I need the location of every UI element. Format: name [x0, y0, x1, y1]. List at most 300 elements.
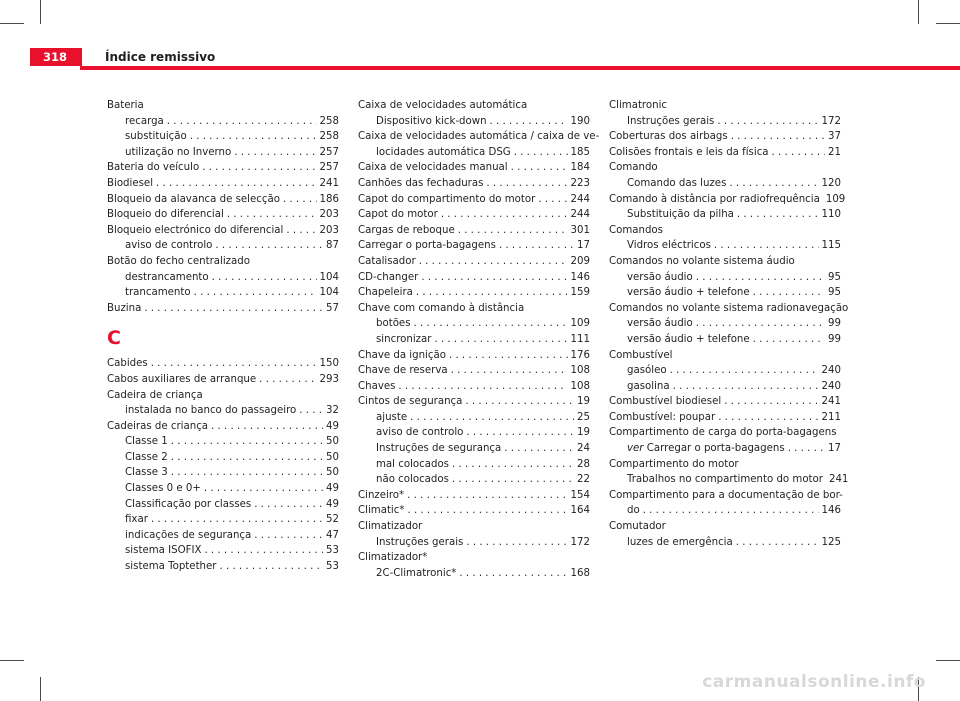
- index-heading: Climatizador*: [358, 552, 428, 564]
- dot-leader: [724, 394, 818, 410]
- page-reference: 244: [570, 209, 590, 221]
- index-entry-label: Biodiesel: [107, 177, 154, 189]
- page-reference: 17: [577, 240, 590, 252]
- index-entry-label: 2C-Climatronic*: [376, 567, 457, 579]
- index-entry-label: versão áudio: [627, 271, 693, 283]
- page-reference: 53: [326, 561, 339, 573]
- page-reference: 95: [828, 271, 841, 283]
- index-entry: [358, 503, 590, 519]
- page-reference: 240: [821, 380, 841, 392]
- index-entry: [107, 160, 339, 176]
- index-entry: [358, 254, 590, 270]
- index-heading: Caixa de velocidades automática: [358, 100, 528, 111]
- index-entry-label: Classes 0 e 0+: [125, 483, 201, 495]
- index-entry-label: Vidros eléctricos: [627, 240, 711, 252]
- index-entry-label: gasolina: [627, 380, 670, 392]
- page-reference: 104: [319, 287, 339, 299]
- index-subentry: [358, 535, 590, 551]
- crop-mark: [936, 23, 960, 24]
- index-entry: [609, 129, 841, 145]
- dot-leader: [283, 192, 317, 208]
- dot-leader: [421, 270, 567, 286]
- dot-leader: [490, 114, 568, 130]
- dot-leader: [407, 488, 567, 504]
- crop-mark: [0, 23, 24, 24]
- page-reference: 241: [319, 177, 339, 189]
- index-subentry: [358, 332, 590, 348]
- index-subentry: [107, 559, 339, 575]
- index-entry-label: Classe 1: [125, 436, 168, 448]
- page-reference: 203: [319, 209, 339, 221]
- index-entry-label: Instruções gerais: [627, 115, 715, 127]
- index-entry-label: Classe 2: [125, 451, 168, 463]
- page-reference: 22: [577, 474, 590, 486]
- index-entry-label: Cadeiras de criança: [107, 420, 209, 432]
- index-entry-label: instalada no banco do passageiro: [125, 405, 297, 417]
- index-entry-label: fixar: [125, 514, 148, 526]
- index-entry-label: CD-changer: [358, 271, 419, 283]
- dot-leader: [410, 410, 574, 426]
- dot-leader: [171, 450, 323, 466]
- dot-leader: [171, 465, 323, 481]
- dot-leader: [452, 457, 574, 473]
- index-entry: [609, 145, 841, 161]
- dot-leader: [451, 363, 568, 379]
- page-reference: 257: [319, 162, 339, 174]
- dot-leader: [167, 114, 317, 130]
- index-entry: [107, 372, 339, 388]
- dot-leader: [514, 145, 568, 161]
- index-entry-label: Chapeleira: [358, 287, 413, 299]
- dot-leader: [673, 379, 819, 395]
- page-reference: 115: [821, 240, 841, 252]
- index-entry-label: indicações de segurança: [125, 529, 252, 541]
- dot-leader: [190, 129, 317, 145]
- dot-leader: [452, 472, 574, 488]
- dot-leader: [299, 403, 323, 419]
- index-subentry: [107, 543, 339, 559]
- dot-leader: [286, 223, 316, 239]
- dot-leader: [504, 441, 574, 457]
- dot-leader: [466, 425, 574, 441]
- index-entry-label: Canhões das fechaduras: [358, 177, 484, 189]
- index-entry: [358, 363, 590, 379]
- dot-leader: [398, 379, 567, 395]
- page-reference: 49: [326, 420, 339, 432]
- page-reference: 57: [326, 302, 339, 314]
- page-reference: 211: [821, 411, 841, 423]
- index-entry-label: ajuste: [376, 411, 408, 423]
- dot-leader: [717, 114, 818, 130]
- index-entry: [358, 285, 590, 301]
- index-entry-label: Caixa de velocidades manual: [358, 162, 508, 174]
- page-reference: 209: [570, 255, 590, 267]
- page-reference: 108: [570, 380, 590, 392]
- index-entry: [107, 192, 339, 208]
- index-entry: [358, 379, 590, 395]
- page-reference: 25: [577, 411, 590, 423]
- page-title: Índice remissivo: [105, 50, 216, 64]
- page-reference: 87: [326, 240, 339, 252]
- index-entry: [358, 270, 590, 286]
- index-column-2: [358, 98, 600, 581]
- index-entry-label: Climatic*: [358, 505, 405, 517]
- page-reference: 301: [570, 224, 590, 236]
- index-entry-label: do: [627, 505, 640, 517]
- index-entry-label: Bateria do veículo: [107, 162, 200, 174]
- page-reference: 99: [828, 318, 841, 330]
- index-subentry: [609, 207, 841, 223]
- index-entry-label: luzes de emergência: [627, 536, 733, 548]
- index-entry-label: Carregar o porta-bagagens: [358, 240, 496, 252]
- index-subentry: [107, 285, 339, 301]
- crop-mark: [936, 660, 960, 661]
- dot-leader: [511, 160, 568, 176]
- page-reference: 258: [319, 131, 339, 143]
- page-reference: 109: [570, 318, 590, 330]
- page-reference: 50: [326, 467, 339, 479]
- page-reference: 120: [821, 177, 841, 189]
- index-subentry: [107, 450, 339, 466]
- index-subentry: [107, 145, 339, 161]
- index-entry-label: sincronizar: [376, 333, 432, 345]
- page-reference: 99: [828, 333, 841, 345]
- page-reference: 32: [326, 405, 339, 417]
- index-entry-label: Classe 3: [125, 467, 168, 479]
- index-entry-label: sistema ISOFIX: [125, 545, 202, 557]
- index-entry: [358, 207, 590, 223]
- dot-leader: [731, 129, 825, 145]
- page-reference: 154: [570, 489, 590, 501]
- index-entry-label: locidades automática DSG: [376, 146, 511, 158]
- index-entry-label: aviso de controlo: [376, 427, 464, 439]
- page-reference: 172: [821, 115, 841, 127]
- index-entry-label: utilização no Inverno: [125, 146, 232, 158]
- dot-leader: [772, 145, 825, 161]
- dot-leader: [499, 238, 574, 254]
- dot-leader: [736, 535, 819, 551]
- dot-leader: [151, 356, 317, 372]
- dot-leader: [407, 503, 567, 519]
- index-entry-label: Bloqueio electrónico do diferencial: [107, 224, 284, 236]
- index-subentry: [609, 176, 841, 192]
- dot-leader: [254, 497, 323, 513]
- index-entry-label: Compartimento para a documentação de bor-: [609, 489, 843, 501]
- index-entry-label: Coberturas dos airbags: [609, 131, 728, 143]
- index-subentry: [609, 379, 841, 395]
- dot-leader: [212, 270, 317, 286]
- index-entry-label: sistema Toptether: [125, 561, 217, 573]
- dot-leader: [729, 176, 818, 192]
- dot-leader: [171, 434, 323, 450]
- dot-leader: [753, 285, 825, 301]
- crop-mark: [918, 0, 919, 24]
- index-entry-label: Chave da ignição: [358, 349, 446, 361]
- dot-leader: [696, 316, 825, 332]
- page-reference: 111: [570, 333, 590, 345]
- dot-leader: [643, 503, 819, 519]
- page-reference: 241: [828, 474, 849, 486]
- index-entry-label: Comando à distância por radiofrequência: [609, 193, 820, 205]
- page-reference: 241: [821, 396, 841, 408]
- index-subentry: [358, 114, 590, 130]
- index-heading: Compartimento do motor: [609, 458, 739, 470]
- index-entry: [609, 503, 841, 519]
- index-entry-label: Cabides: [107, 358, 148, 370]
- index-subentry: [609, 238, 841, 254]
- dot-leader: [219, 559, 323, 575]
- dot-leader: [204, 543, 323, 559]
- page-reference: 168: [570, 567, 590, 579]
- dot-leader: [788, 441, 825, 457]
- page-reference: 186: [319, 193, 339, 205]
- page-reference: 223: [570, 177, 590, 189]
- index-entry: [358, 488, 590, 504]
- index-entry: [609, 192, 846, 208]
- index-entry-label: Classificação por classes: [125, 498, 252, 510]
- index-heading: Comandos no volante sistema áudio: [609, 255, 795, 267]
- index-entry-label: Dispositivo kick-down: [376, 115, 487, 127]
- dot-leader: [670, 363, 819, 379]
- page-reference: 53: [326, 545, 339, 557]
- index-entry-label: Capot do compartimento do motor: [358, 193, 536, 205]
- page-reference: 159: [570, 287, 590, 299]
- index-entry: [107, 419, 339, 435]
- index-entry-label: Colisões frontais e leis da física: [609, 146, 769, 158]
- index-entry: [107, 223, 339, 239]
- index-heading: Comandos: [609, 224, 663, 236]
- index-entry: [358, 160, 590, 176]
- index-entry: [358, 348, 590, 364]
- page-reference: 203: [319, 224, 339, 236]
- index-entry-label: trancamento: [125, 287, 191, 299]
- index-heading: Climatronic: [609, 100, 668, 111]
- index-subentry: [107, 403, 339, 419]
- page-reference: 17: [828, 443, 841, 455]
- index-heading: Bateria: [107, 100, 144, 111]
- dot-leader: [737, 207, 819, 223]
- dot-leader: [259, 372, 316, 388]
- crop-mark: [0, 660, 24, 661]
- index-subentry: [358, 441, 590, 457]
- index-subentry: [358, 566, 590, 582]
- dot-leader: [434, 332, 567, 348]
- index-entry-label: recarga: [125, 115, 164, 127]
- page-reference: 146: [821, 505, 841, 517]
- page-reference: 176: [570, 349, 590, 361]
- page-reference: 47: [326, 529, 339, 541]
- index-entry: [358, 176, 590, 192]
- dot-leader: [204, 481, 323, 497]
- page-reference: 28: [577, 458, 590, 470]
- index-entry-label: Combustível: poupar: [609, 411, 716, 423]
- index-subentry: [358, 425, 590, 441]
- index-entry-label: não colocados: [376, 474, 449, 486]
- page-reference: 244: [570, 193, 590, 205]
- index-subentry: [107, 465, 339, 481]
- cross-reference-target: Carregar o porta-bagagens: [646, 443, 785, 455]
- page-reference: 21: [828, 146, 841, 158]
- index-entry-label: substituição: [125, 131, 187, 143]
- index-heading: Compartimento de carga do porta-bagagens: [609, 427, 837, 439]
- index-subentry: [609, 270, 841, 286]
- dot-leader: [202, 160, 316, 176]
- index-entry-label: botões: [376, 318, 411, 330]
- index-entry-label: Bloqueio do diferencial: [107, 209, 224, 221]
- dot-leader: [449, 348, 568, 364]
- index-column-3: [609, 98, 849, 550]
- index-heading: Comando: [609, 162, 658, 174]
- page-reference: 109: [825, 193, 846, 205]
- page-reference: 50: [326, 436, 339, 448]
- index-entry-label: Cinzeiro*: [358, 489, 405, 501]
- index-entry: [107, 207, 339, 223]
- page-reference: 52: [326, 514, 339, 526]
- index-heading: Botão do fecho centralizado: [107, 255, 250, 267]
- page-reference: 146: [570, 271, 590, 283]
- crop-mark: [40, 0, 41, 24]
- page-reference: 19: [577, 427, 590, 439]
- page-reference: 150: [319, 358, 339, 370]
- page-reference: 184: [570, 162, 590, 174]
- index-subentry: [609, 472, 849, 488]
- dot-leader: [156, 176, 317, 192]
- page-reference: 95: [828, 287, 841, 299]
- index-subentry: [609, 535, 841, 551]
- index-entry-label: Catalisador: [358, 255, 416, 267]
- index-entry: [609, 394, 841, 410]
- page-reference: 24: [577, 443, 590, 455]
- index-subentry: [609, 285, 841, 301]
- index-subentry: [107, 270, 339, 286]
- index-subentry: [358, 457, 590, 473]
- index-subentry: [107, 238, 339, 254]
- index-entry-label: Cargas de reboque: [358, 224, 455, 236]
- index-entry-label: Instruções gerais: [376, 536, 464, 548]
- dot-leader: [753, 332, 825, 348]
- page-reference: 110: [821, 209, 841, 221]
- index-entry-label: versão áudio: [627, 318, 693, 330]
- index-heading: Chave com comando à distância: [358, 302, 525, 314]
- dot-leader: [718, 410, 818, 426]
- index-entry: [358, 192, 590, 208]
- page-reference: 19: [577, 396, 590, 408]
- page-reference: 164: [570, 505, 590, 517]
- index-subentry: [107, 129, 339, 145]
- dot-leader: [538, 192, 567, 208]
- index-subentry: [107, 481, 339, 497]
- dot-leader: [414, 316, 568, 332]
- index-entry: [107, 176, 339, 192]
- dot-leader: [466, 535, 567, 551]
- index-subentry: [107, 434, 339, 450]
- index-entry-label: Cintos de segurança: [358, 396, 463, 408]
- page-reference: 258: [319, 115, 339, 127]
- section-letter: C: [107, 327, 121, 350]
- index-column-1: [107, 98, 339, 575]
- cross-reference: ver: [627, 443, 644, 455]
- page-reference: 125: [821, 536, 841, 548]
- index-entry: [609, 410, 841, 426]
- index-entry: [107, 356, 339, 372]
- index-entry-label: gasóleo: [627, 365, 667, 377]
- index-entry-label: Capot do motor: [358, 209, 438, 221]
- index-subentry: [107, 528, 339, 544]
- index-heading: Climatizador: [358, 521, 423, 533]
- index-entry-label: Combustível biodiesel: [609, 396, 722, 408]
- dot-leader: [696, 270, 825, 286]
- index-entry: [358, 223, 590, 239]
- index-subentry: [107, 497, 339, 513]
- dot-leader: [714, 238, 819, 254]
- dot-leader: [227, 207, 317, 223]
- index-subentry: [609, 332, 841, 348]
- page-reference: 185: [570, 146, 590, 158]
- index-entry-label: Buzina: [107, 302, 142, 314]
- index-entry-label: mal colocados: [376, 458, 449, 470]
- dot-leader: [419, 254, 568, 270]
- index-entry-label: Trabalhos no compartimento do motor: [627, 474, 823, 486]
- index-subentry: [609, 114, 841, 130]
- dot-leader: [194, 285, 317, 301]
- page-reference: 190: [570, 115, 590, 127]
- index-entry-label: versão áudio + telefone: [627, 333, 750, 345]
- page-reference: 49: [326, 498, 339, 510]
- index-subentry: [609, 363, 841, 379]
- index-subentry: [609, 316, 841, 332]
- page-reference: 49: [326, 483, 339, 495]
- index-heading: Comutador: [609, 521, 666, 533]
- index-subentry: [107, 114, 339, 130]
- index-heading: Combustível: [609, 349, 673, 361]
- page-reference: 50: [326, 451, 339, 463]
- page-reference: 293: [319, 373, 339, 385]
- dot-leader: [441, 207, 568, 223]
- index-subentry: [358, 316, 590, 332]
- dot-leader: [211, 419, 323, 435]
- dot-leader: [459, 566, 567, 582]
- dot-leader: [151, 512, 323, 528]
- index-heading: Comandos no volante sistema radionavegação: [609, 302, 849, 314]
- dot-leader: [486, 176, 567, 192]
- index-entry-label: Bloqueio da alavanca de selecção: [107, 193, 280, 205]
- index-entry-label: Substituição da pilha: [627, 209, 734, 221]
- index-entry-label: Chave de reserva: [358, 365, 448, 377]
- index-subentry: [358, 472, 590, 488]
- header-rule: [80, 66, 960, 70]
- index-subentry: [107, 512, 339, 528]
- page-reference: 172: [570, 536, 590, 548]
- dot-leader: [465, 394, 574, 410]
- index-subentry: [358, 410, 590, 426]
- index-entry-label: Caixa de velocidades automática / caixa de ve-: [358, 131, 600, 143]
- dot-leader: [234, 145, 316, 161]
- dot-leader: [416, 285, 568, 301]
- page-number: 318: [42, 50, 67, 64]
- page-reference: 257: [319, 146, 339, 158]
- index-entry-label: aviso de controlo: [125, 240, 213, 252]
- index-entry: [358, 394, 590, 410]
- index-entry-label: Cabos auxiliares de arranque: [107, 373, 257, 385]
- index-entry-label: Comando das luzes: [627, 177, 727, 189]
- dot-leader: [215, 238, 323, 254]
- index-entry-label: destrancamento: [125, 271, 209, 283]
- index-entry: [358, 145, 590, 161]
- index-entry-label: versão áudio + telefone: [627, 287, 750, 299]
- index-entry-label: [627, 441, 785, 457]
- index-entry-label: Chaves: [358, 380, 396, 392]
- dot-leader: [144, 301, 323, 317]
